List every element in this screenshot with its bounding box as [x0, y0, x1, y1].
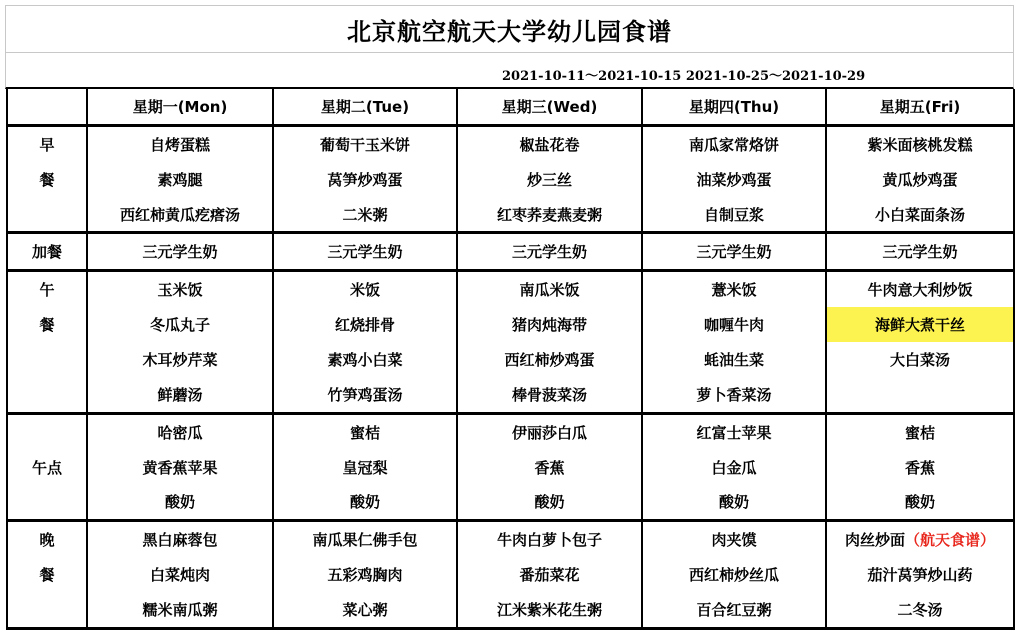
menu-cell: 西红柿炒鸡蛋 — [457, 342, 642, 377]
menu-cell: 五彩鸡胸肉 — [273, 557, 457, 592]
corner-cell — [7, 89, 87, 125]
menu-cell: 南瓜果仁佛手包 — [273, 521, 457, 557]
menu-cell: 白菜炖肉 — [87, 557, 273, 592]
menu-cell: 三元学生奶 — [87, 233, 273, 271]
day-header: 星期一(Mon) — [87, 89, 273, 125]
menu-cell: 三元学生奶 — [273, 233, 457, 271]
table-row — [7, 450, 1014, 485]
meal-label: 午 — [7, 271, 87, 307]
menu-cell: 糯米南瓜粥 — [87, 592, 273, 628]
menu-cell: 黑白麻蓉包 — [87, 521, 273, 557]
menu-cell: 牛肉白萝卜包子 — [457, 521, 642, 557]
page-title: 北京航空航天大学幼儿园食谱 — [5, 5, 1014, 53]
menu-cell: 炒三丝 — [457, 162, 642, 197]
meal-label-empty — [7, 377, 87, 413]
meal-label-empty — [7, 197, 87, 233]
menu-text: 肉丝炒面 — [844, 531, 905, 550]
aerospace-menu-tag: 航天食谱 — [920, 531, 981, 550]
menu-cell: 皇冠梨 — [273, 450, 457, 485]
menu-cell: 酸奶 — [642, 484, 826, 520]
table-row — [7, 377, 1014, 413]
table-row — [7, 592, 1014, 628]
menu-cell: 菜心粥 — [273, 592, 457, 628]
menu-cell: 咖喱牛肉 — [642, 307, 826, 342]
menu-cell: 伊丽莎白瓜 — [457, 413, 642, 449]
menu-cell: 鲜蘑汤 — [87, 377, 273, 413]
table-row — [7, 125, 1014, 161]
day-header: 星期二(Tue) — [273, 89, 457, 125]
menu-cell: 南瓜家常烙饼 — [642, 125, 826, 161]
meal-label: 餐 — [7, 162, 87, 197]
menu-cell: 自烤蛋糕 — [87, 125, 273, 161]
date-range-row — [5, 53, 1014, 89]
menu-cell: 西红柿黄瓜疙瘩汤 — [87, 197, 273, 233]
menu-cell: 酸奶 — [826, 484, 1014, 520]
date-range: 2021-10-11～2021-10-15 2021-10-25～2021-10-29 — [502, 69, 866, 84]
menu-cell: 南瓜米饭 — [457, 271, 642, 307]
menu-cell: 江米紫米花生粥 — [457, 592, 642, 628]
menu-cell: 三元学生奶 — [826, 233, 1014, 271]
menu-cell: 百合红豆粥 — [642, 592, 826, 628]
table-row — [7, 162, 1014, 197]
menu-cell: 二冬汤 — [826, 592, 1014, 628]
menu-cell: 玉米饭 — [87, 271, 273, 307]
menu-cell: 薏米饭 — [642, 271, 826, 307]
menu-cell: 素鸡小白菜 — [273, 342, 457, 377]
table-row — [7, 307, 1014, 342]
table-row — [7, 342, 1014, 377]
meal-label: 午点 — [7, 413, 87, 521]
menu-cell: 莴笋炒鸡蛋 — [273, 162, 457, 197]
menu-cell: 黄瓜炒鸡蛋 — [826, 162, 1014, 197]
day-header: 星期三(Wed) — [457, 89, 642, 125]
menu-cell: 素鸡腿 — [87, 162, 273, 197]
table-row — [7, 557, 1014, 592]
menu-cell: 酸奶 — [87, 484, 273, 520]
menu-cell: 蚝油生菜 — [642, 342, 826, 377]
menu-cell: 猪肉炖海带 — [457, 307, 642, 342]
meal-label-empty — [7, 592, 87, 628]
day-header: 星期五(Fri) — [826, 89, 1014, 125]
table-row — [7, 521, 1014, 557]
menu-cell: 红枣荞麦燕麦粥 — [457, 197, 642, 233]
menu-cell: 三元学生奶 — [457, 233, 642, 271]
meal-label: 加餐 — [7, 233, 87, 271]
meal-label-empty — [7, 342, 87, 377]
menu-cell: 蜜桔 — [273, 413, 457, 449]
header-row — [7, 89, 1014, 125]
meal-label: 餐 — [7, 307, 87, 342]
menu-cell: 西红柿炒丝瓜 — [642, 557, 826, 592]
menu-cell: 小白菜面条汤 — [826, 197, 1014, 233]
table-row — [7, 413, 1014, 449]
tag-open: （ — [904, 531, 920, 550]
menu-cell: 茄汁莴笋炒山药 — [826, 557, 1014, 592]
menu-cell: 哈密瓜 — [87, 413, 273, 449]
table-row — [7, 197, 1014, 233]
menu-cell: 蜜桔 — [826, 413, 1014, 449]
menu-cell: 紫米面核桃发糕 — [826, 125, 1014, 161]
menu-cell: 红烧排骨 — [273, 307, 457, 342]
menu-cell: 米饭 — [273, 271, 457, 307]
menu-cell: 香蕉 — [457, 450, 642, 485]
menu-cell: 萝卜香菜汤 — [642, 377, 826, 413]
highlighted-menu-cell: 海鲜大煮干丝 — [826, 307, 1014, 342]
menu-cell: 棒骨菠菜汤 — [457, 377, 642, 413]
menu-cell: 番茄菜花 — [457, 557, 642, 592]
menu-cell: 酸奶 — [457, 484, 642, 520]
menu-cell-tagged — [826, 521, 1014, 557]
menu-cell: 香蕉 — [826, 450, 1014, 485]
menu-cell: 二米粥 — [273, 197, 457, 233]
menu-cell: 葡萄干玉米饼 — [273, 125, 457, 161]
menu-cell: 油菜炒鸡蛋 — [642, 162, 826, 197]
tag-close: ） — [980, 531, 996, 550]
menu-cell: 白金瓜 — [642, 450, 826, 485]
menu-cell: 木耳炒芹菜 — [87, 342, 273, 377]
table-row — [7, 271, 1014, 307]
menu-cell: 大白菜汤 — [826, 342, 1014, 377]
menu-cell: 椒盐花卷 — [457, 125, 642, 161]
table-row — [7, 484, 1014, 520]
menu-cell: 黄香蕉苹果 — [87, 450, 273, 485]
menu-cell — [826, 377, 1014, 413]
menu-cell: 冬瓜丸子 — [87, 307, 273, 342]
day-header: 星期四(Thu) — [642, 89, 826, 125]
menu-cell: 酸奶 — [273, 484, 457, 520]
menu-table — [6, 89, 1015, 630]
table-row — [7, 233, 1014, 271]
meal-label: 晚 — [7, 521, 87, 557]
menu-cell: 竹笋鸡蛋汤 — [273, 377, 457, 413]
menu-cell: 牛肉意大利炒饭 — [826, 271, 1014, 307]
meal-label: 餐 — [7, 557, 87, 592]
menu-cell: 三元学生奶 — [642, 233, 826, 271]
meal-label: 早 — [7, 125, 87, 161]
menu-cell: 自制豆浆 — [642, 197, 826, 233]
menu-cell: 红富士苹果 — [642, 413, 826, 449]
menu-cell: 肉夹馍 — [642, 521, 826, 557]
